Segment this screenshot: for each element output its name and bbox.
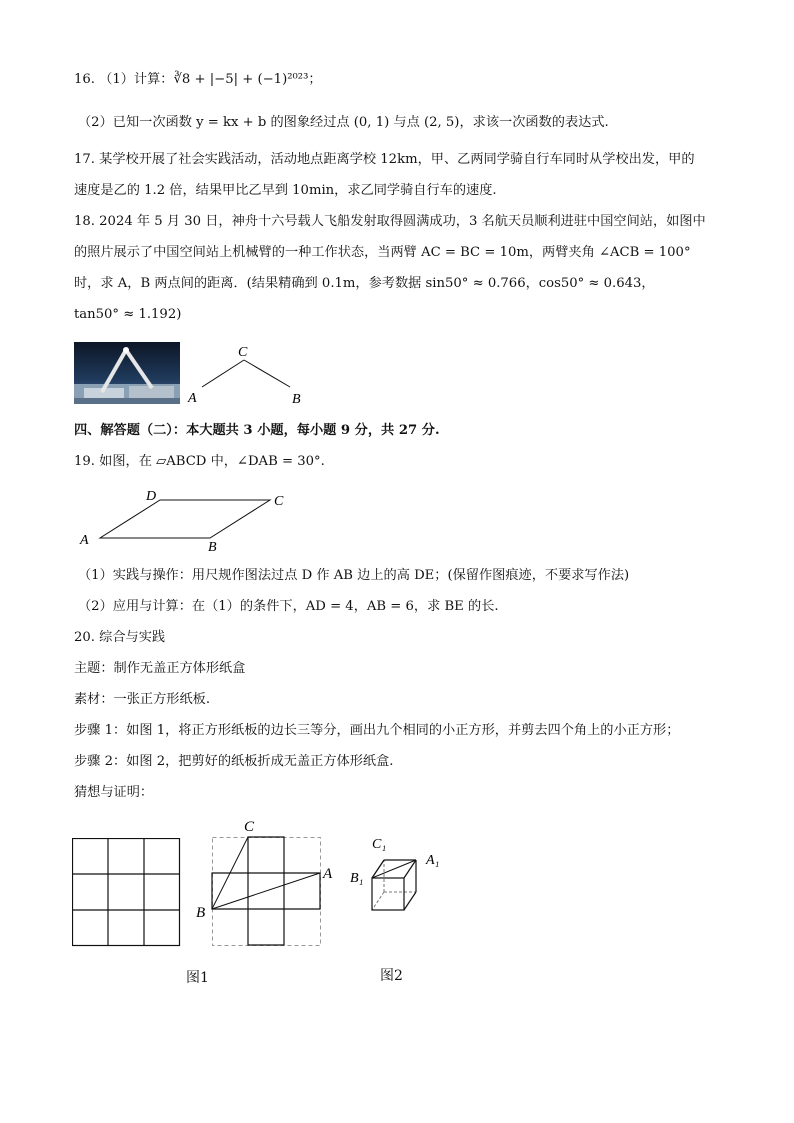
net-label-a: A xyxy=(323,866,333,882)
section-4-heading: 四、解答题（二）：本大题共 3 小题，每小题 9 分，共 27 分. xyxy=(74,423,440,438)
label-a: A xyxy=(80,533,89,548)
q20-material: 素材：一张正方形纸板. xyxy=(74,692,211,707)
figure-1-caption: 图1 xyxy=(186,970,209,986)
label-c: C xyxy=(274,494,284,509)
q20-heading: 20. 综合与实践 xyxy=(74,630,166,645)
net-label-b: B xyxy=(196,905,206,921)
q16-part1: 16. （1）计算：∛8 + |−5| + (−1)²⁰²³； xyxy=(74,72,322,87)
triangle-acb-diagram xyxy=(180,340,310,410)
label-b: B xyxy=(292,392,301,407)
net-label-c: C xyxy=(244,819,255,835)
cube-label-c1: C₁ xyxy=(372,837,387,852)
cube-label-b1: B₁ xyxy=(350,871,364,886)
q18-line1: 18. 2024 年 5 月 30 日，神舟十六号载人飞船发射取得圆满成功，3 名航天员顺利进驻中国空间站，如图中 xyxy=(74,214,706,229)
q20-guess-proof: 猜想与证明： xyxy=(74,785,154,800)
q20-step1: 步骤 1：如图 1，将正方形纸板的边长三等分，画出九个相同的小正方形，并剪去四个角上的小正方形； xyxy=(74,723,680,738)
q19-part2: （2）应用与计算：在（1）的条件下，AD = 4，AB = 6，求 BE 的长. xyxy=(78,599,499,614)
cube-label-a1: A₁ xyxy=(426,853,440,868)
q20-step2: 步骤 2：如图 2，把剪好的纸板折成无盖正方体形纸盒. xyxy=(74,754,394,769)
open-cube-diagram xyxy=(348,830,448,920)
q19-part1: （1）实践与操作：用尺规作图法过点 D 作 AB 边上的高 DE；(保留作图痕迹，不要求写作法) xyxy=(78,568,630,583)
figure-2-caption: 图2 xyxy=(380,968,403,984)
q17-line2: 速度是乙的 1.2 倍，结果甲比乙早到 10min，求乙同学骑自行车的速度. xyxy=(74,183,497,198)
robotic-arm-photo xyxy=(74,342,180,404)
q18-line4: tan50° ≈ 1.192) xyxy=(74,307,182,322)
q16-part2: （2）已知一次函数 y = kx + b 的图象经过点 (0, 1) 与点 (2, 5)，求该一次函数的表达式. xyxy=(78,115,609,130)
q20-theme: 主题：制作无盖正方体形纸盒 xyxy=(74,661,246,676)
nine-square-grid xyxy=(72,838,182,948)
label-a: A xyxy=(188,391,197,406)
label-d: D xyxy=(146,489,157,504)
q17-line1: 17. 某学校开展了社会实践活动，活动地点距离学校 12km，甲、乙两同学骑自行车同时从学校出发，甲的 xyxy=(74,152,695,167)
label-b: B xyxy=(208,540,217,555)
label-c: C xyxy=(238,345,248,360)
cross-net-diagram xyxy=(194,815,344,950)
parallelogram-abcd-diagram xyxy=(74,482,304,558)
q18-line2: 的照片展示了中国空间站上机械臂的一种工作状态，当两臂 AC = BC = 10m，两臂夹角 ∠ACB = 100° xyxy=(74,245,691,260)
q18-line3: 时，求 A，B 两点间的距离．(结果精确到 0.1m，参考数据 sin50° ≈ 0.766，cos50° ≈ 0.643， xyxy=(74,276,655,291)
q19-line1: 19. 如图，在 ▱ABCD 中，∠DAB = 30°. xyxy=(74,454,325,469)
